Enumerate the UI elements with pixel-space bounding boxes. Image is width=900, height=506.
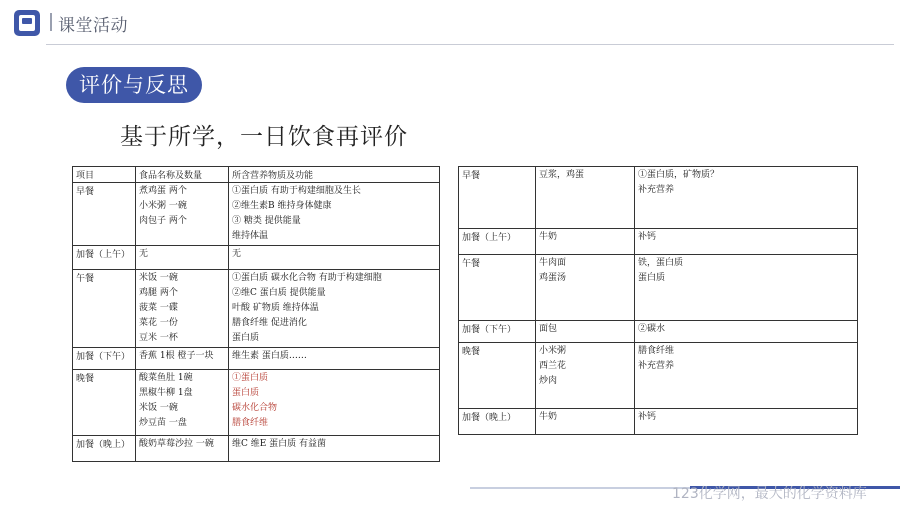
meal-label: 早餐 xyxy=(459,167,536,229)
column-header: 所含营养物质及功能 xyxy=(229,167,440,183)
table-row xyxy=(73,348,440,370)
meal-label: 加餐（上午） xyxy=(459,229,536,255)
table-row xyxy=(73,370,440,436)
left-worksheet-table xyxy=(72,166,440,462)
nutrient-cell: ①蛋白质 碳水化合物 有助于构建细胞 ②维C 蛋白质 提供能量 叶酸 矿物质 维持体温 膳食纤维 促进消化 蛋白质 xyxy=(229,270,440,348)
meal-label: 加餐（晚上） xyxy=(73,436,136,462)
app-title: 课堂活动 xyxy=(58,16,128,36)
table-row xyxy=(459,321,858,343)
nutrient-cell: 维C 维E 蛋白质 有益菌 xyxy=(229,436,440,462)
food-cell: 酸奶草莓沙拉 一碗 xyxy=(136,436,229,462)
table-row xyxy=(459,167,858,229)
nutrient-cell: 铁，蛋白质 蛋白质 xyxy=(635,255,858,321)
meal-label: 午餐 xyxy=(73,270,136,348)
table-row xyxy=(73,246,440,270)
meal-label: 晚餐 xyxy=(459,343,536,409)
table-row xyxy=(459,229,858,255)
table-row xyxy=(459,343,858,409)
food-cell: 小米粥 西兰花 炒肉 xyxy=(536,343,635,409)
nutrient-cell: 膳食纤维 补充营养 xyxy=(635,343,858,409)
table-row xyxy=(73,183,440,246)
nutrient-cell: ②碳水 xyxy=(635,321,858,343)
table-row xyxy=(459,255,858,321)
meal-label: 加餐（晚上） xyxy=(459,409,536,435)
nutrient-cell: ①蛋白质 有助于构建细胞及生长 ②维生素B 维持身体健康 ③ 糖类 提供能量 维持体温 xyxy=(229,183,440,246)
table-header-row xyxy=(73,167,440,183)
nutrient-cell: 补钙 xyxy=(635,229,858,255)
nutrient-cell: 补钙 xyxy=(635,409,858,435)
nutrient-cell: 维生素 蛋白质…… xyxy=(229,348,440,370)
right-worksheet-table xyxy=(458,166,858,435)
header-rule xyxy=(46,44,894,45)
nutrient-cell: ①蛋白质，矿物质？ 补充营养 xyxy=(635,167,858,229)
column-header: 食品名称及数量 xyxy=(136,167,229,183)
food-cell: 米饭 一碗 鸡腿 两个 菠菜 一碟 菜花 一份 豆米 一杯 xyxy=(136,270,229,348)
slide-subtitle: 基于所学，一日饮食再评价 xyxy=(120,124,408,150)
meal-label: 午餐 xyxy=(459,255,536,321)
meal-label: 加餐（下午） xyxy=(73,348,136,370)
table-row xyxy=(459,409,858,435)
classroom-icon[interactable] xyxy=(14,10,40,36)
food-cell: 煮鸡蛋 两个 小米粥 一碗 肉包子 两个 xyxy=(136,183,229,246)
column-header: 项目 xyxy=(73,167,136,183)
food-cell: 面包 xyxy=(536,321,635,343)
food-cell: 牛肉面 鸡蛋汤 xyxy=(536,255,635,321)
food-cell: 香蕉 1根 橙子一块 xyxy=(136,348,229,370)
table-row xyxy=(73,436,440,462)
watermark-text: 123化学网，最大的化学资料库 xyxy=(672,486,867,502)
title-divider xyxy=(50,13,52,31)
food-cell: 牛奶 xyxy=(536,409,635,435)
food-cell: 无 xyxy=(136,246,229,270)
nutrient-cell: 无 xyxy=(229,246,440,270)
table-row xyxy=(73,270,440,348)
meal-label: 加餐（上午） xyxy=(73,246,136,270)
food-cell: 酸菜鱼肚 1碗 黑椒牛柳 1盘 米饭 一碗 炒豆苗 一盘 xyxy=(136,370,229,436)
section-badge: 评价与反思 xyxy=(66,67,202,103)
food-cell: 豆浆，鸡蛋 xyxy=(536,167,635,229)
top-bar xyxy=(0,0,900,44)
nutrient-cell: ①蛋白质 蛋白质 碳水化合物 膳食纤维 xyxy=(229,370,440,436)
meal-label: 早餐 xyxy=(73,183,136,246)
food-cell: 牛奶 xyxy=(536,229,635,255)
meal-label: 晚餐 xyxy=(73,370,136,436)
meal-label: 加餐（下午） xyxy=(459,321,536,343)
